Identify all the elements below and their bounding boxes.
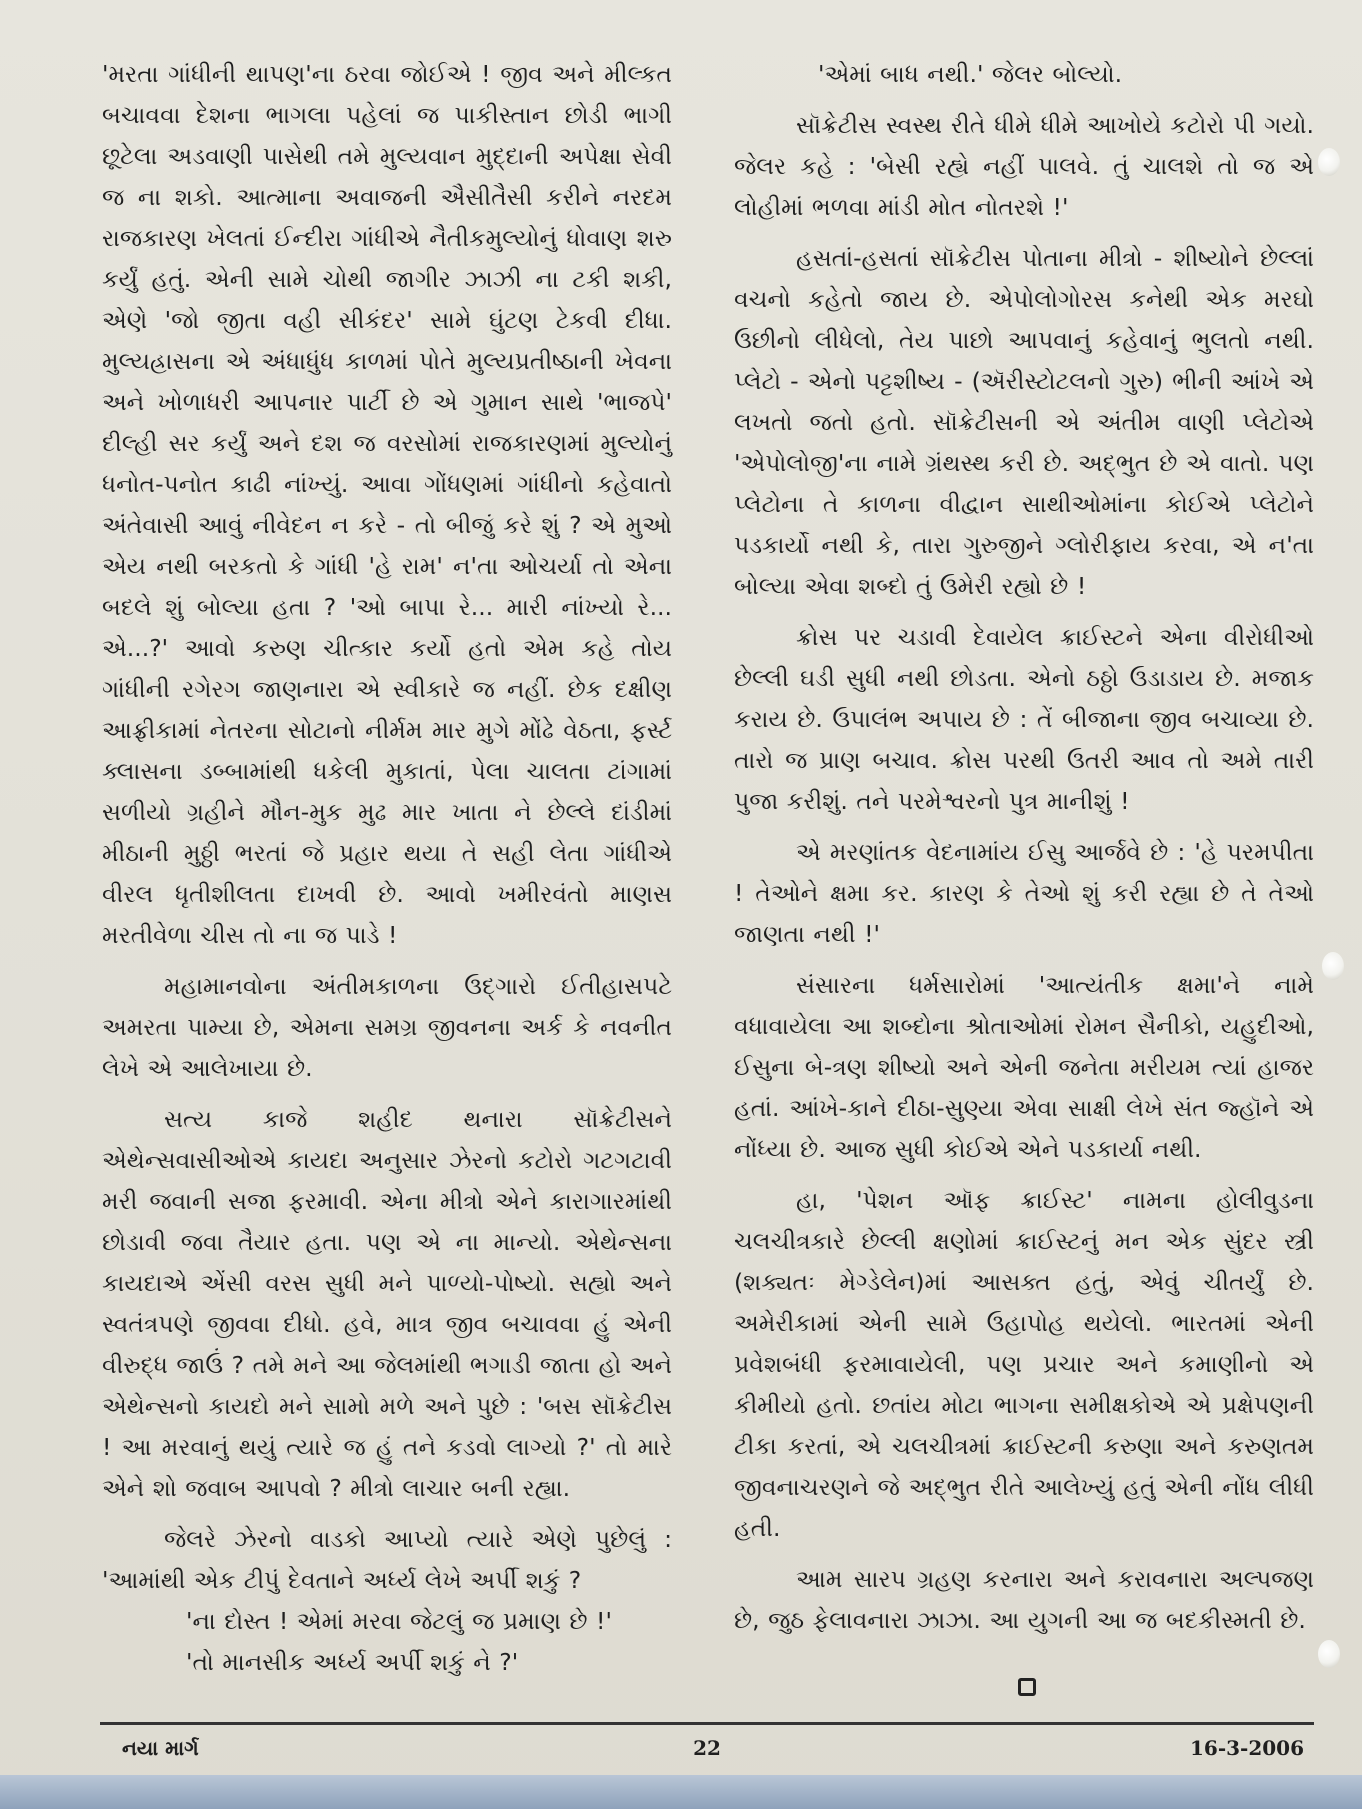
punch-hole-icon — [1322, 952, 1344, 980]
dialogue-line: 'ના દોસ્ત ! એમાં મરવા જેટલું જ પ્રમાણ છે !' — [186, 1607, 612, 1635]
paragraph: જેલરે ઝેરનો વાડકો આપ્યો ત્યારે એણે પુછેલું : 'આમાંથી એક ટીપું દેવતાને અર્ધ્ય લેખે અર્પી શકું ? — [102, 1525, 672, 1594]
paragraph: આમ સારપ ગ્રહણ કરનારા અને કરાવનારા અલ્પજણ છે, જુઠ ફેલાવનારા ઝાઝા. આ યુગની આ જ બદકીસ્મતી છે. — [734, 1565, 1314, 1634]
paragraph: સૉક્રેટીસ સ્વસ્થ રીતે ધીમે ધીમે આખોયે કટોરો પી ગયો. જેલર કહે : 'બેસી રહ્યે નહીં પાલવે. તું ચાલશે તો જ એ લોહીમાં ભળવા માંડી મોત નોતરશે !' — [734, 111, 1314, 221]
footer-divider — [100, 1722, 1314, 1725]
right-column — [734, 54, 1314, 1641]
publication-name: નયા માર્ગ — [122, 1736, 199, 1760]
scan-bottom-band — [0, 1775, 1362, 1809]
dialogue-line: 'એમાં બાધ નથી.' જેલર બોલ્યો. — [818, 60, 1123, 88]
end-of-article-square-icon — [1018, 1678, 1036, 1696]
paragraph: સંસારના ધર્મસારોમાં 'આત્યંતીક ક્ષમા'ને નામે વધાવાયેલા આ શબ્દોના શ્રોતાઓમાં રોમન સૈનીકો, યહુદીઓ, ઈસુના બે-ત્રણ શીષ્યો અને એની જનેતા મરીયમ ત્યાં હાજર હતાં. આંખે-કાને દીઠા-સુણ્યા એવા સાક્ષી લેખે સંત જ્હૉને એ નોંધ્યા છે. આજ સુધી કોઈએ એને પડકાર્યા નથી. — [734, 971, 1314, 1163]
dialogue-line: 'તો માનસીક અર્ધ્ય અર્પી શકું ને ?' — [186, 1648, 519, 1676]
paragraph: ક્રોસ પર ચડાવી દેવાયેલ ક્રાઈસ્ટને એના વીરોધીઓ છેલ્લી ઘડી સુધી નથી છોડતા. એનો ઠઠ્ઠો ઉડાડાય છે. મજાક કરાય છે. ઉપાલંભ અપાય છે : તેં બીજાના જીવ બચાવ્યા છે. તારો જ પ્રાણ બચાવ. ક્રોસ પરથી ઉતરી આવ તો અમે તારી પુજા કરીશું. તને પરમેશ્વરનો પુત્ર માનીશું ! — [734, 623, 1314, 815]
issue-date: 16-3-2006 — [1189, 1736, 1304, 1760]
page-number: 22 — [693, 1736, 721, 1760]
paragraph: 'મરતા ગાંધીની થાપણ'ના ઠરવા જોઈએ ! જીવ અને મીલ્કત બચાવવા દેશના ભાગલા પહેલાં જ પાકીસ્તાન છોડી ભાગી છૂટેલા અડવાણી પાસેથી તમે મુલ્યવાન મુદ્દાની અપેક્ષા સેવી જ ના શકો. આત્માના અવાજની ઐસીતૈસી કરીને નરદમ રાજકારણ ખેલતાં ઈન્દીરા ગાંધીએ નૈતીકમુલ્યોનું ધોવાણ શરુ કર્યું હતું. એની સામે ચોથી જાગીર ઝાઝી ના ટકી શકી, એણે 'જો જીતા વહી સીકંદર' સામે ઘુંટણ ટેકવી દીધા. મુલ્યહ્રાસના એ અંધાધુંધ કાળમાં પોતે મુલ્યપ્રતીષ્ઠાની ખેવના અને ખોળાધરી આપનાર પાર્ટી છે એ ગુમાન સાથે 'ભાજપે' દીલ્હી સર કર્યું અને દશ જ વરસોમાં રાજકારણમાં મુલ્યોનું ધનોત-પનોત કાઢી નાંખ્યું. આવા ગોંધણમાં ગાંધીનો કહેવાતો અંતેવાસી આવું નીવેદન ન કરે - તો બીજું કરે શું ? એ મુઓ એય નથી બરકતો કે ગાંધી 'હે રામ' ન'તા ઓચર્યા તો એના બદલે શું બોલ્યા હતા ? 'ઓ બાપા રે... મારી નાંખ્યો રે... એ...?' આવો કરુણ ચીત્કાર કર્યો હતો એમ કહે તોય ગાંધીની રગેરગ જાણનારા એ સ્વીકારે જ નહીં. છેક દક્ષીણ આફ્રીકામાં નેતરના સોટાનો નીર્મમ માર મુગે મોંઢે વેઠતા, ફર્સ્ટ ક્લાસના ડબ્બામાંથી ધકેલી મુકાતાં, પેલા ચાલતા ટાંગામાં સળીયો ગ્રહીને મૌન-મુક મુઢ માર ખાતા ને છેલ્લે દાંડીમાં મીઠાની મુઠ્ઠી ભરતાં જે પ્રહાર થયા તે સહી લેતા ગાંધીએ વીરલ ધૃતીશીલતા દાખવી છે. આવો ખમીરવંતો માણસ મરતીવેળા ચીસ તો ના જ પાડે ! — [102, 60, 672, 949]
punch-hole-icon — [1318, 1640, 1340, 1668]
paragraph: મહામાનવોના અંતીમકાળના ઉદ્ગારો ઈતીહાસપટે અમરતા પામ્યા છે, એમના સમગ્ર જીવનના અર્ક કે નવનીત લેખે એ આલેખાયા છે. — [102, 972, 672, 1082]
punch-hole-icon — [1318, 148, 1340, 176]
page-footer — [100, 1736, 1314, 1770]
left-column — [102, 54, 672, 1683]
paragraph: હા, 'પેશન ઑફ ક્રાઈસ્ટ' નામના હોલીવુડના ચલચીત્રકારે છેલ્લી ક્ષણોમાં ક્રાઈસ્ટનું મન એક સુંદર સ્ત્રી (શક્યતઃ મેગ્ડેલેન)માં આસક્ત હતું, એવું ચીતર્યું છે. અમેરીકામાં એની સામે ઉહાપોહ થયેલો. ભારતમાં એની પ્રવેશબંધી ફરમાવાયેલી, પણ પ્રચાર અને કમાણીનો એ કીમીયો હતો. છતાંય મોટા ભાગના સમીક્ષકોએ એ પ્રક્ષેપણની ટીકા કરતાં, એ ચલચીત્રમાં ક્રાઈસ્ટની કરુણા અને કરુણતમ જીવનાચરણને જે અદ્ભુત રીતે આલેખ્યું હતું એની નોંધ લીધી હતી. — [734, 1186, 1314, 1542]
paragraph: એ મરણાંતક વેદનામાંય ઈસુ આર્જવે છે : 'હે પરમપીતા ! તેઓને ક્ષમા કર. કારણ કે તેઓ શું કરી રહ્યા છે તે તેઓ જાણતા નથી !' — [734, 838, 1314, 948]
paragraph: સત્ય કાજે શહીદ થનારા સૉક્રેટીસને એથેન્સવાસીઓએ કાયદા અનુસાર ઝેરનો કટોરો ગટગટાવી મરી જવાની સજા ફરમાવી. એના મીત્રો એને કારાગારમાંથી છોડાવી જવા તૈયાર હતા. પણ એ ના માન્યો. એથેન્સના કાયદાએ એંસી વરસ સુધી મને પાળ્યો-પોષ્યો. સહ્યો અને સ્વતંત્રપણે જીવવા દીધો. હવે, માત્ર જીવ બચાવવા હું એની વીરુદ્ધ જાઉં ? તમે મને આ જેલમાંથી ભગાડી જાતા હો અને એથેન્સનો કાયદો મને સામો મળે અને પુછે : 'બસ સૉક્રેટીસ ! આ મરવાનું થયું ત્યારે જ હું તને કડવો લાગ્યો ?' તો મારે એને શો જવાબ આપવો ? મીત્રો લાચાર બની રહ્યા. — [102, 1105, 672, 1502]
paragraph: હસતાં-હસતાં સૉક્રેટીસ પોતાના મીત્રો - શીષ્યોને છેલ્લાં વચનો કહેતો જાય છે. એપોલોગોરસ કનેથી એક મરઘો ઉછીનો લીધેલો, તેય પાછો આપવાનું કહેવાનું ભુલતો નથી. પ્લેટો - એનો પટ્ટશીષ્ય - (ઍરીસ્ટોટલનો ગુરુ) ભીની આંખે એ લખતો જતો હતો. સૉક્રેટીસની એ અંતીમ વાણી પ્લેટોએ 'એપોલોજી'ના નામે ગ્રંથસ્થ કરી છે. અદ્ભુત છે એ વાતો. પણ પ્લેટોના તે કાળના વીદ્વાન સાથીઓમાંના કોઈએ પ્લેટોને પડકાર્યો નથી કે, તારા ગુરુજીને ગ્લોરીફાય કરવા, એ ન'તા બોલ્યા એવા શબ્દો તું ઉમેરી રહ્યો છે ! — [734, 244, 1314, 600]
